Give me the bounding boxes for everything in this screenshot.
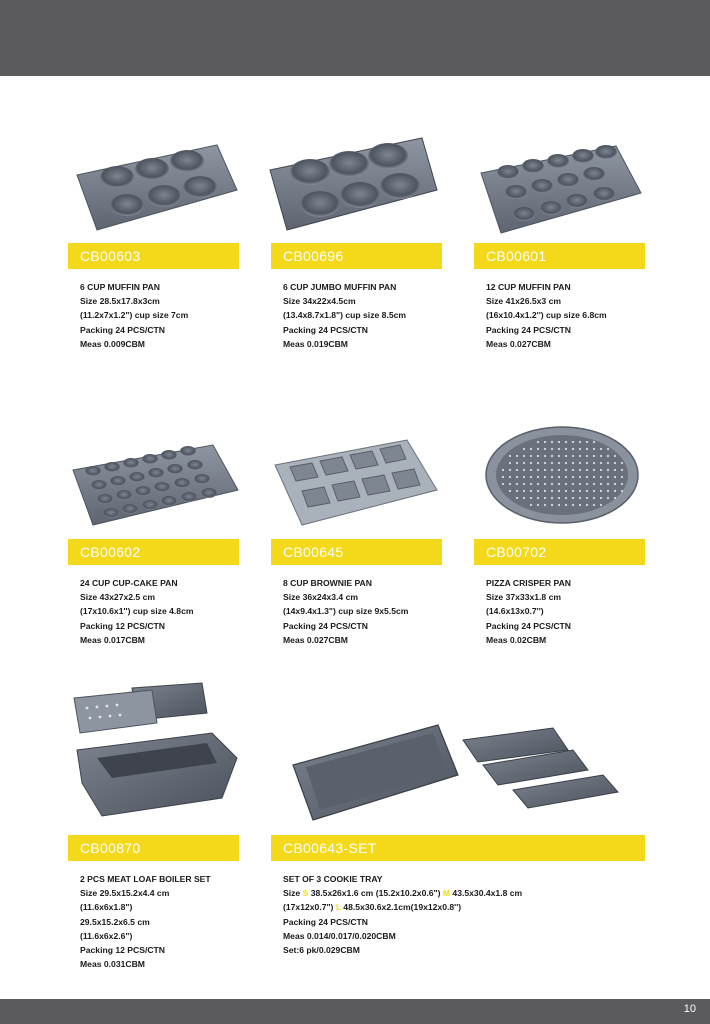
product-set: Set:6 pk/0.029CBM xyxy=(283,945,360,956)
product-size: Size 43x27x2.5 cm xyxy=(80,592,156,603)
product-title: 6 CUP JUMBO MUFFIN PAN xyxy=(283,282,397,292)
product-cb00645 xyxy=(272,430,442,530)
product-packing: Packing 12 PCS/CTN xyxy=(80,620,166,631)
product-code-cb00696: CB00696 xyxy=(271,243,442,269)
product-size-inch: (14x9.4x1.3") cup size 9x5.5cm xyxy=(283,606,409,617)
page-number: 10 xyxy=(683,1003,696,1015)
product-cb00643-set xyxy=(288,720,633,830)
product-size-inch: (17x10.6x1'') cup size 4.8cm xyxy=(80,606,194,617)
product-code-cb00603: CB00603 xyxy=(68,243,239,269)
product-size-line: Size S 38.5x26x1.6 cm (15.2x10.2x0.6") M 43.5x30.4x1.8 cm xyxy=(283,888,523,899)
product-packing: Packing 12 PCS/CTN xyxy=(80,945,166,956)
product-title: 6 CUP MUFFIN PAN xyxy=(80,282,160,292)
product-specs-cb00643-set xyxy=(283,872,522,957)
product-specs-cb00602 xyxy=(80,576,194,647)
product-size: Size 36x24x3.4 cm xyxy=(283,592,359,603)
product-code-cb00870: CB00870 xyxy=(68,835,239,861)
product-size: Size 29.5x15.2x4.4 cm xyxy=(80,888,170,899)
product-meas: Meas 0.027CBM xyxy=(486,338,551,349)
product-meas: Meas 0.019CBM xyxy=(283,338,348,349)
product-code-cb00602: CB00602 xyxy=(68,539,239,565)
product-specs-cb00645 xyxy=(283,576,408,647)
pizza-crisper-pan-image xyxy=(484,420,644,525)
product-cb00601 xyxy=(476,130,646,240)
jumbo-muffin-pan-image xyxy=(262,130,442,235)
product-size-2: 29.5x15.2x6.5 cm xyxy=(80,916,150,927)
product-size: Size 41x26.5x3 cm xyxy=(486,296,562,307)
product-meas: Meas 0.014/0.017/0.020CBM xyxy=(283,930,396,941)
brownie-pan-8-cup-image xyxy=(272,435,442,530)
header-bar xyxy=(0,0,710,76)
product-size-inch: (11.6x6x1.8") xyxy=(80,902,133,913)
product-specs-cb00870 xyxy=(80,872,211,971)
product-size-line-2: (17x12x0.7") L 48.5x30.6x2.1cm(19x12x0.8'') xyxy=(283,902,462,913)
size-mark-l: L xyxy=(335,902,341,913)
product-packing: Packing 24 PCS/CTN xyxy=(283,324,369,335)
product-cb00602 xyxy=(68,430,243,530)
product-code-cb00702: CB00702 xyxy=(474,539,645,565)
product-size: Size 37x33x1.8 cm xyxy=(486,592,562,603)
product-size: Size 28.5x17.8x3cm xyxy=(80,296,160,307)
product-size-inch: (14.6x13x0.7'') xyxy=(486,606,544,617)
product-title: PIZZA CRISPER PAN xyxy=(486,578,571,588)
product-code-cb00643-set: CB00643-SET xyxy=(271,835,645,861)
product-meas: Meas 0.009CBM xyxy=(80,338,145,349)
product-specs-cb00702 xyxy=(486,576,571,647)
footer-bar xyxy=(0,999,710,1024)
product-size-inch: (11.2x7x1.2") cup size 7cm xyxy=(80,310,189,321)
product-meas: Meas 0.031CBM xyxy=(80,959,145,970)
product-meas: Meas 0.02CBM xyxy=(486,634,547,645)
product-cb00870 xyxy=(72,678,242,828)
product-size-inch: (13.4x8.7x1.8") cup size 8.5cm xyxy=(283,310,407,321)
muffin-pan-6-cup-image xyxy=(67,135,242,235)
muffin-pan-12-cup-image xyxy=(476,138,646,238)
product-title: SET OF 3 COOKIE TRAY xyxy=(283,874,383,884)
product-code-cb00645: CB00645 xyxy=(271,539,442,565)
cupcake-pan-24-cup-image xyxy=(68,435,243,530)
size-mark-s: S xyxy=(302,888,309,899)
product-packing: Packing 24 PCS/CTN xyxy=(283,620,369,631)
product-meas: Meas 0.017CBM xyxy=(80,634,145,645)
product-size-inch: (16x10.4x1.2'') cup size 6.8cm xyxy=(486,310,607,321)
product-specs-cb00603 xyxy=(80,280,188,351)
product-size: Size 34x22x4.5cm xyxy=(283,296,356,307)
meat-loaf-boiler-set-image xyxy=(72,678,242,828)
product-code-cb00601: CB00601 xyxy=(474,243,645,269)
product-cb00702 xyxy=(484,420,644,530)
product-title: 8 CUP BROWNIE PAN xyxy=(283,578,372,588)
product-meas: Meas 0.027CBM xyxy=(283,634,348,645)
product-packing: Packing 24 PCS/CTN xyxy=(80,324,166,335)
product-title: 24 CUP CUP-CAKE PAN xyxy=(80,578,178,588)
product-packing: Packing 24 PCS/CTN xyxy=(486,324,572,335)
product-cb00696 xyxy=(262,125,442,235)
product-specs-cb00601 xyxy=(486,280,607,351)
product-specs-cb00696 xyxy=(283,280,406,351)
size-mark-m: M xyxy=(442,888,451,899)
product-title: 2 PCS MEAT LOAF BOILER SET xyxy=(80,874,211,884)
product-packing: Packing 24 PCS/CTN xyxy=(283,916,369,927)
cookie-tray-set-image xyxy=(288,720,633,830)
product-packing: Packing 24 PCS/CTN xyxy=(486,620,572,631)
product-title: 12 CUP MUFFIN PAN xyxy=(486,282,571,292)
product-size-2-inch: (11.6x6x2.6") xyxy=(80,930,133,941)
